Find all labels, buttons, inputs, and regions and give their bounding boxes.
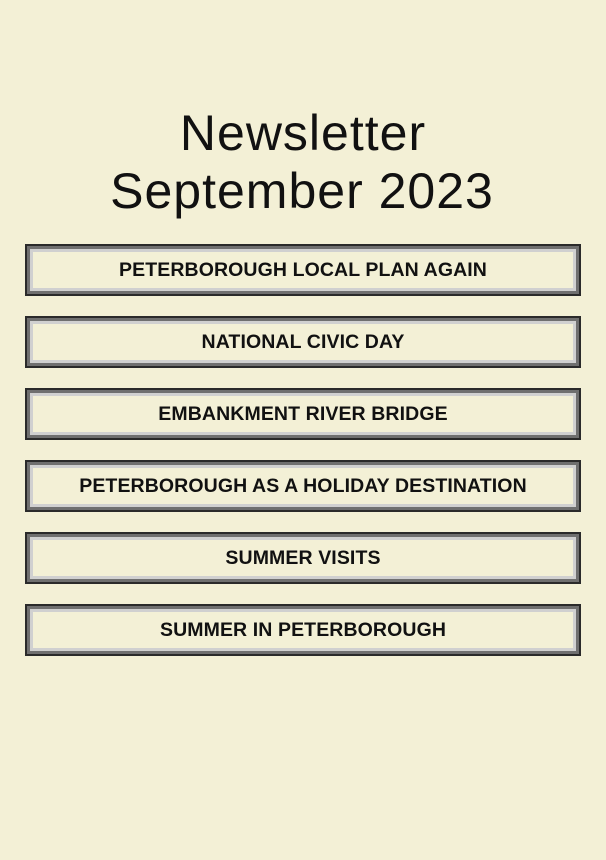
topic-label: SUMMER VISITS [225,546,381,569]
topic-item-summer-visits[interactable] [25,532,581,584]
newsletter-title [0,104,606,220]
topic-label: EMBANKMENT RIVER BRIDGE [158,402,448,425]
topic-label: NATIONAL CIVIC DAY [201,330,405,353]
topic-label: PETERBOROUGH AS A HOLIDAY DESTINATION [79,474,527,497]
topic-item-frame [30,609,576,651]
topic-item-frame [30,249,576,291]
topic-item-river-bridge[interactable] [25,388,581,440]
topic-list [25,244,581,676]
title-line-date: September 2023 [110,163,494,219]
topic-item-frame [30,393,576,435]
topic-item-summer-peterborough[interactable] [25,604,581,656]
topic-item-frame [30,321,576,363]
topic-item-frame [30,537,576,579]
topic-label: SUMMER IN PETERBOROUGH [159,618,447,641]
topic-item-frame [30,465,576,507]
topic-item-holiday-destination[interactable] [25,460,581,512]
title-line-newsletter: Newsletter [179,105,427,161]
topic-item-local-plan[interactable] [25,244,581,296]
topic-label: PETERBOROUGH LOCAL PLAN AGAIN [119,258,487,281]
topic-item-civic-day[interactable] [25,316,581,368]
